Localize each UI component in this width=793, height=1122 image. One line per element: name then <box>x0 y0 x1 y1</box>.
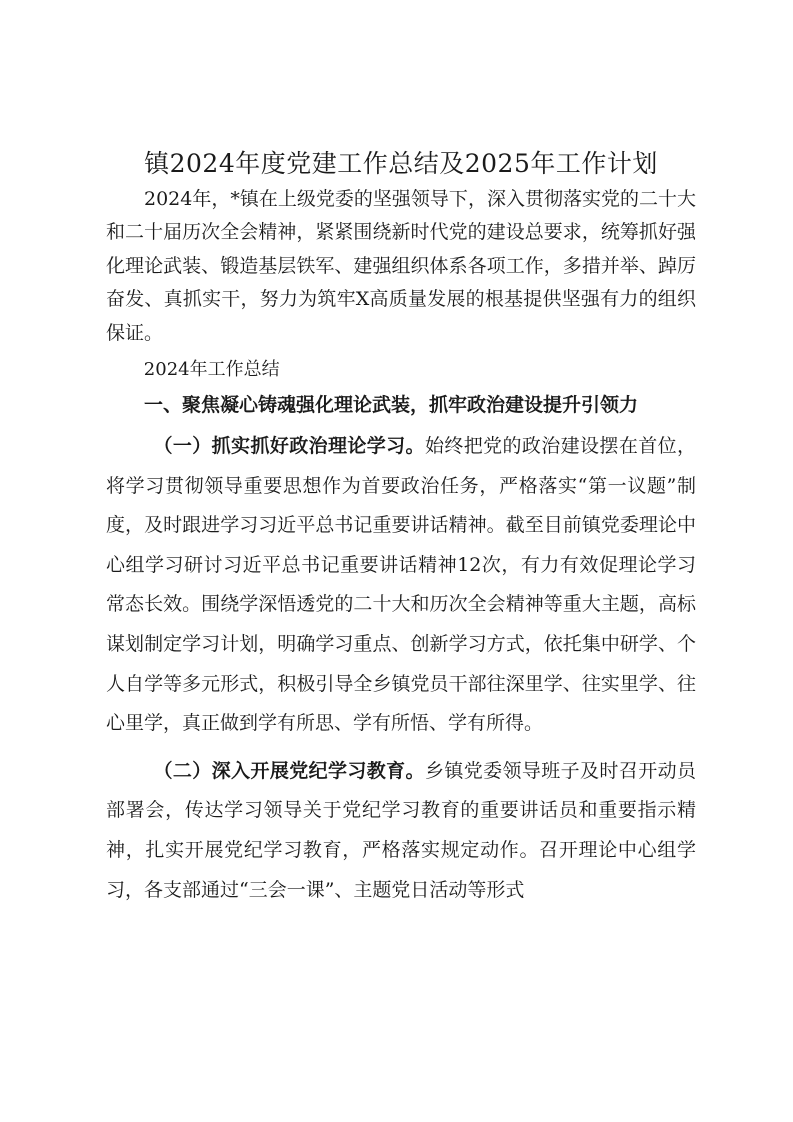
intro-paragraph: 2024年，*镇在上级党委的坚强领导下，深入贯彻落实党的二十大和二十届历次全会精神，紧紧围绕新时代党的建设总要求，统筹抓好强化理论武装、锻造基层铁军、建强组织体系各项工作，多措并举、踔厉奋发、真抓实干，努力为筑牢X高质量发展的根基提供坚强有力的组织保证。 <box>106 188 696 344</box>
section-one-heading: 一、聚焦凝心铸魂强化理论武装，抓牢政治建设提升引领力 <box>144 394 639 417</box>
item-two-body: 乡镇党委领导班子及时召开动员部署会，传达学习领导关于党纪学习教育的重要讲话员和重要指示精神，扎实开展党纪学习教育，严格落实规定动作。召开理论中心组学习，各支部通过“三会一课”、主题党日活动等形式 <box>106 759 696 901</box>
item-two-paragraph <box>106 752 696 910</box>
document-page <box>106 146 696 910</box>
document-title: 镇2024年度党建工作总结及2025年工作计划 <box>144 149 658 178</box>
item-one-paragraph <box>106 427 696 744</box>
item-two-lead: （二）深入开展党纪学习教育。 <box>153 759 425 782</box>
item-one-body: 始终把党的政治建设摆在首位，将学习贯彻领导重要思想作为首要政治任务，严格落实“第一议题”制度，及时跟进学习习近平总书记重要讲话精神。截至目前镇党委理论中心组学习研讨习近平总书记重要讲话精神12次，有力有效促理论学习常态长效。围绕学深悟透党的二十大和历次全会精神等重大主题，高标谋划制定学习计划，明确学习重点、创新学习方式，依托集中研学、个人自学等多元形式，积极引导全乡镇党员干部往深里学、往实里学、往心里学，真正做到学有所思、学有所悟、学有所得。 <box>106 435 696 735</box>
item-one-lead: （一）抓实抓好政治理论学习。 <box>153 435 425 458</box>
section-label: 2024年工作总结 <box>143 359 280 381</box>
